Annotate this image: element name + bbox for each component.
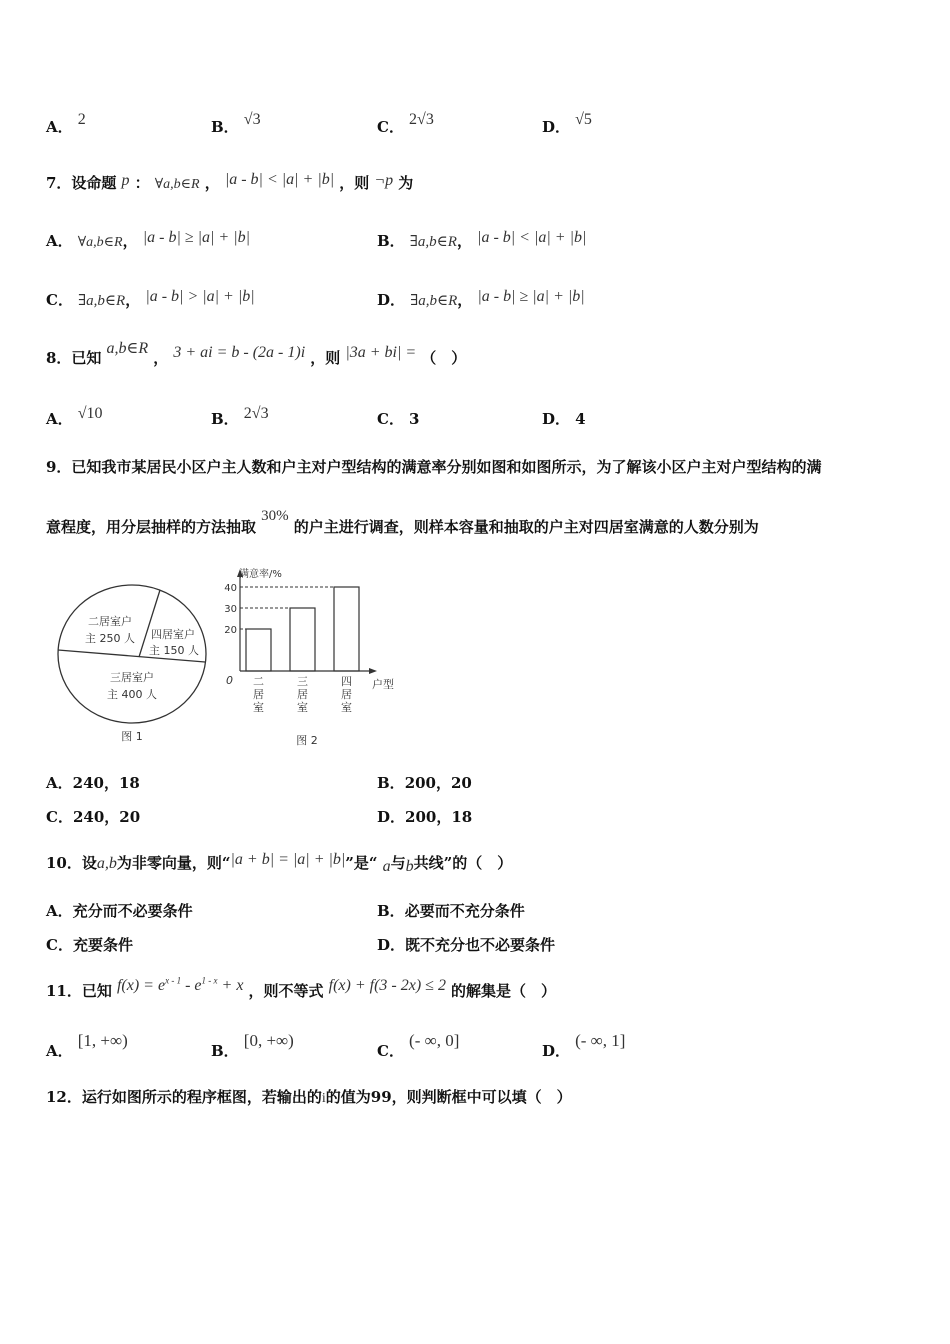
q10-option-a[interactable]: A．充分而不必要条件 xyxy=(46,902,193,920)
q9-option-d[interactable]: D．200，18 xyxy=(377,808,473,826)
slice-label-san-1: 三居室户 xyxy=(110,671,154,684)
slice-label-er-2: 主 250 人 xyxy=(85,632,135,645)
q9-option-c[interactable]: C．240，20 xyxy=(46,808,141,826)
q8-option-c[interactable]: C． 3 xyxy=(377,410,420,428)
figure-1-caption: 图 1 xyxy=(121,730,143,743)
figure-2-caption: 图 2 xyxy=(296,734,318,747)
q9-line2: 意程度，用分层抽样的方法抽取 30% 的户主进行调查，则样本容量和抽取的户主对四居室满意的人数分别为 xyxy=(46,508,759,536)
q7-option-d[interactable]: D． ∃a,b∈R， |a - b| ≥ |a| + |b| xyxy=(377,288,585,309)
q10-option-d[interactable]: D．既不充分也不必要条件 xyxy=(377,936,556,954)
slice-label-si-1: 四居室户 xyxy=(151,628,195,641)
q11-stem: 11．已知 $f(x) = e^{x - 1} - e^{1 - x} + x$ ，则不等式 f(x) + f(3 - 2x) ≤ 2 的解集是（ ） xyxy=(46,975,557,1000)
figure-2-bar-chart xyxy=(220,560,410,752)
q7-stem: 7．设命题 p ： ∀a,b∈R ， |a - b| < |a| + |b| ，则 ¬p 为 xyxy=(46,171,414,192)
q6-option-d[interactable]: D． √5 xyxy=(542,111,592,136)
y-tick-label-2: 30 xyxy=(224,604,237,615)
bar-2 xyxy=(290,608,315,671)
q11-option-a[interactable]: A． [1, +∞) xyxy=(46,1031,128,1060)
q10-option-c[interactable]: C．充要条件 xyxy=(46,936,133,954)
slice-label-si-2: 主 150 人 xyxy=(149,644,199,657)
q6-option-b[interactable]: B． √3 xyxy=(211,111,261,136)
q10-stem: 10．设a,b为非零向量，则“|a + b| = |a| + |b|”是“ a与b共线”的（ ） xyxy=(46,851,513,875)
q9-option-a[interactable]: A．240，18 xyxy=(46,774,140,792)
x-category-label-1-char-1: 二 xyxy=(253,675,264,688)
y-tick-label-3: 40 xyxy=(224,583,237,594)
q6-option-c[interactable]: C． 2√3 xyxy=(377,111,434,136)
x-category-label-3-char-3: 室 xyxy=(341,701,352,714)
y-axis-label: 满意率/% xyxy=(239,569,282,580)
q11-option-c[interactable]: C． (- ∞, 0] xyxy=(377,1031,460,1060)
x-category-label-3-char-1: 四 xyxy=(341,675,352,688)
bar-1 xyxy=(246,629,271,671)
x-category-label-1-char-2: 居 xyxy=(253,688,264,701)
q11-function: $f(x) = e^{x - 1} - e^{1 - x} + x$ xyxy=(116,975,244,994)
q8-option-b[interactable]: B． 2√3 xyxy=(211,405,269,428)
x-axis-label: 户型 xyxy=(372,678,394,691)
q9-option-b[interactable]: B．200，20 xyxy=(377,774,472,792)
x-category-label-1-char-3: 室 xyxy=(253,701,264,714)
q7-option-a[interactable]: A． ∀a,b∈R， |a - b| ≥ |a| + |b| xyxy=(46,229,251,250)
q12-stem: 12．运行如图所示的程序框图，若输出的i的值为99，则判断框中可以填（ ） xyxy=(46,1088,572,1106)
origin-label: 0 xyxy=(226,674,233,687)
q8-option-a[interactable]: A． √10 xyxy=(46,405,103,428)
q9-line1: 9．已知我市某居民小区户主人数和户主对户型结构的满意率分别如图和如图所示，为了解该小区户主对户型结构的满 xyxy=(46,458,822,476)
y-tick-label-1: 20 xyxy=(224,625,237,636)
x-category-label-3-char-2: 居 xyxy=(341,688,352,701)
q11-option-b[interactable]: B． [0, +∞) xyxy=(211,1031,294,1060)
q10-option-b[interactable]: B．必要而不充分条件 xyxy=(377,902,525,920)
figure-1-pie xyxy=(52,584,212,754)
q7-option-b[interactable]: B． ∃a,b∈R， |a - b| < |a| + |b| xyxy=(377,229,587,250)
x-category-label-2-char-2: 居 xyxy=(297,688,308,701)
x-category-label-2-char-1: 三 xyxy=(297,675,308,688)
slice-label-san-2: 主 400 人 xyxy=(107,688,157,701)
q7-option-c[interactable]: C． ∃a,b∈R， |a - b| > |a| + |b| xyxy=(46,288,255,309)
x-category-label-2-char-3: 室 xyxy=(297,701,308,714)
slice-label-er-1: 二居室户 xyxy=(88,615,132,628)
bar-3 xyxy=(334,587,359,671)
q11-option-d[interactable]: D． (- ∞, 1] xyxy=(542,1031,626,1060)
x-axis-arrow xyxy=(369,668,377,674)
q6-option-a[interactable]: A． 2 xyxy=(46,111,86,136)
q8-option-d[interactable]: D． 4 xyxy=(542,410,586,428)
q8-stem: 8．已知 a,b∈R ， 3 + ai = b - (2a - 1)i ，则 |3a + bi| = （ ） xyxy=(46,340,467,367)
